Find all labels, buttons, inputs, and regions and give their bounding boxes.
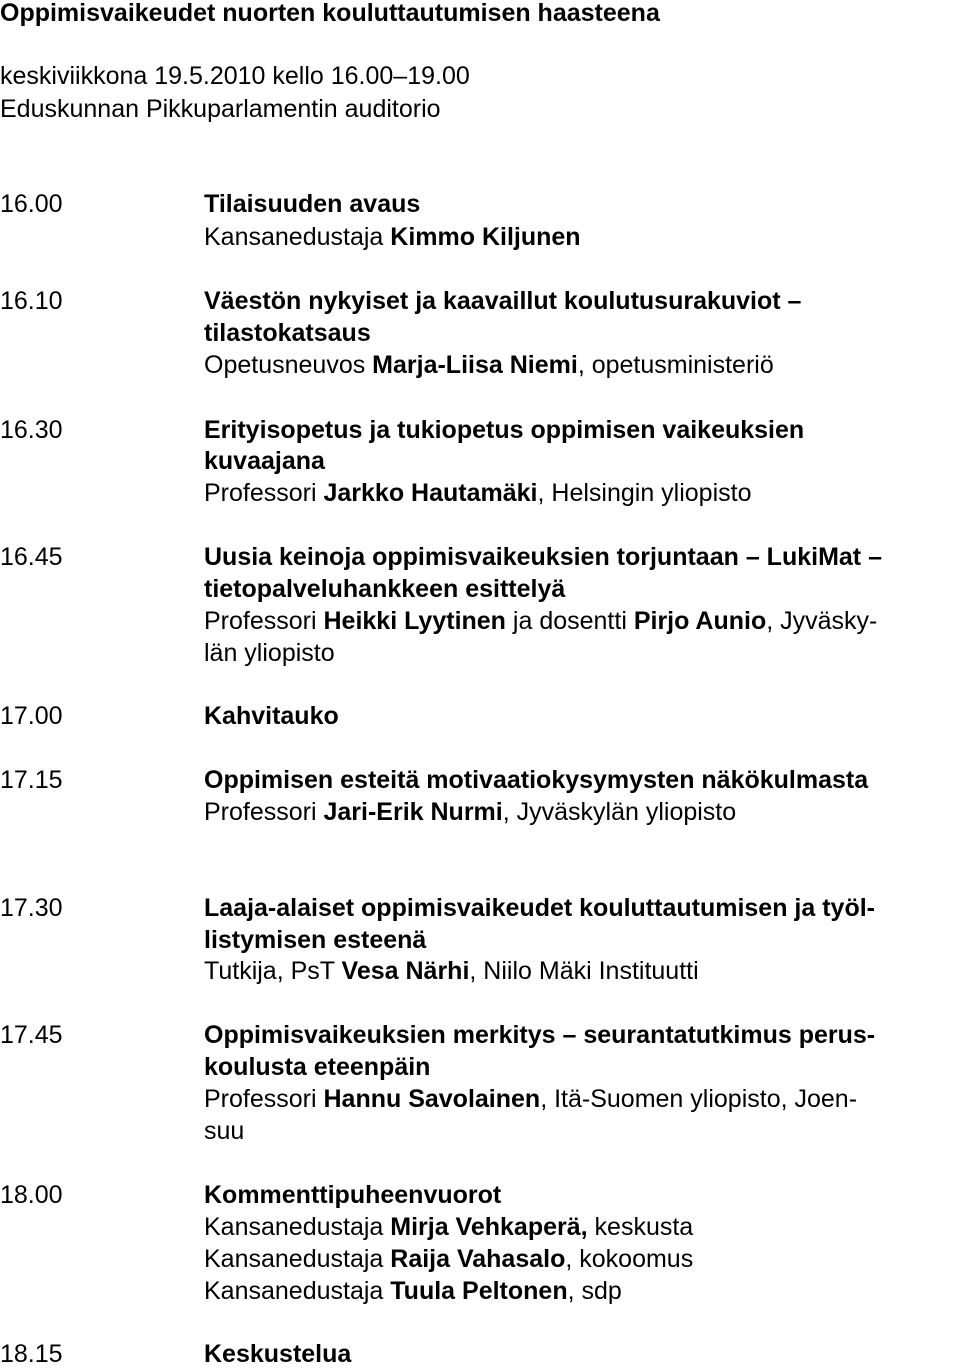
agenda-time: 16.30 [0,416,63,444]
agenda-time: 17.30 [0,894,63,922]
agenda-time: 17.15 [0,766,63,794]
agenda-speaker: Kansanedustaja Raija Vahasalo, kokoomus [204,1245,694,1273]
agenda-title: kuvaajana [204,447,325,475]
agenda-title: Laaja-alaiset oppimisvaikeudet kouluttautumisen ja työl- [204,894,875,922]
agenda-title: Keskustelua [204,1340,352,1368]
agenda-title: Väestön nykyiset ja kaavaillut koulutusurakuviot – [204,287,802,315]
agenda-title: tietopalveluhankkeen esittelyä [204,575,566,603]
agenda-speaker: Tutkija, PsT Vesa Närhi, Niilo Mäki Instituutti [204,957,699,985]
agenda-time: 16.00 [0,190,63,218]
agenda-speaker: Professori Jari-Erik Nurmi, Jyväskylän yliopisto [204,798,737,826]
agenda-speaker: Professori Heikki Lyytinen ja dosentti Pirjo Aunio, Jyväsky- [204,607,878,635]
agenda-time: 17.00 [0,702,63,730]
agenda-title: listymisen esteenä [204,926,427,954]
agenda-speaker: län yliopisto [204,639,335,667]
agenda-speaker: Professori Jarkko Hautamäki, Helsingin yliopisto [204,479,752,507]
agenda-speaker: Kansanedustaja Kimmo Kiljunen [204,223,581,251]
agenda-time: 17.45 [0,1021,63,1049]
agenda-title: Kommenttipuheenvuorot [204,1181,502,1209]
agenda-title: Erityisopetus ja tukiopetus oppimisen vaikeuksien [204,416,805,444]
agenda-time: 18.00 [0,1181,63,1209]
agenda-speaker: Kansanedustaja Mirja Vehkaperä, keskusta [204,1213,694,1241]
agenda-speaker: Professori Hannu Savolainen, Itä-Suomen yliopisto, Joen- [204,1085,858,1113]
date-line: keskiviikkona 19.5.2010 kello 16.00–19.00 [0,62,470,90]
agenda-time: 16.45 [0,543,63,571]
agenda-time: 18.15 [0,1340,63,1368]
agenda-title: Kahvitauko [204,702,339,730]
agenda-speaker: Kansanedustaja Tuula Peltonen, sdp [204,1277,622,1305]
venue-line: Eduskunnan Pikkuparlamentin auditorio [0,95,441,123]
agenda-title: Tilaisuuden avaus [204,190,421,218]
agenda-title: koulusta eteenpäin [204,1053,431,1081]
agenda-title: tilastokatsaus [204,319,371,347]
agenda-title: Oppimisvaikeuksien merkitys – seurantatutkimus perus- [204,1021,876,1049]
agenda-speaker: Opetusneuvos Marja-Liisa Niemi, opetusministeriö [204,351,774,379]
page-title: Oppimisvaikeudet nuorten kouluttautumisen haasteena [0,0,660,27]
agenda-time: 16.10 [0,287,63,315]
agenda-title: Oppimisen esteitä motivaatiokysymysten näkökulmasta [204,766,869,794]
agenda-speaker: suu [204,1117,245,1145]
agenda-title: Uusia keinoja oppimisvaikeuksien torjuntaan – LukiMat – [204,543,882,571]
